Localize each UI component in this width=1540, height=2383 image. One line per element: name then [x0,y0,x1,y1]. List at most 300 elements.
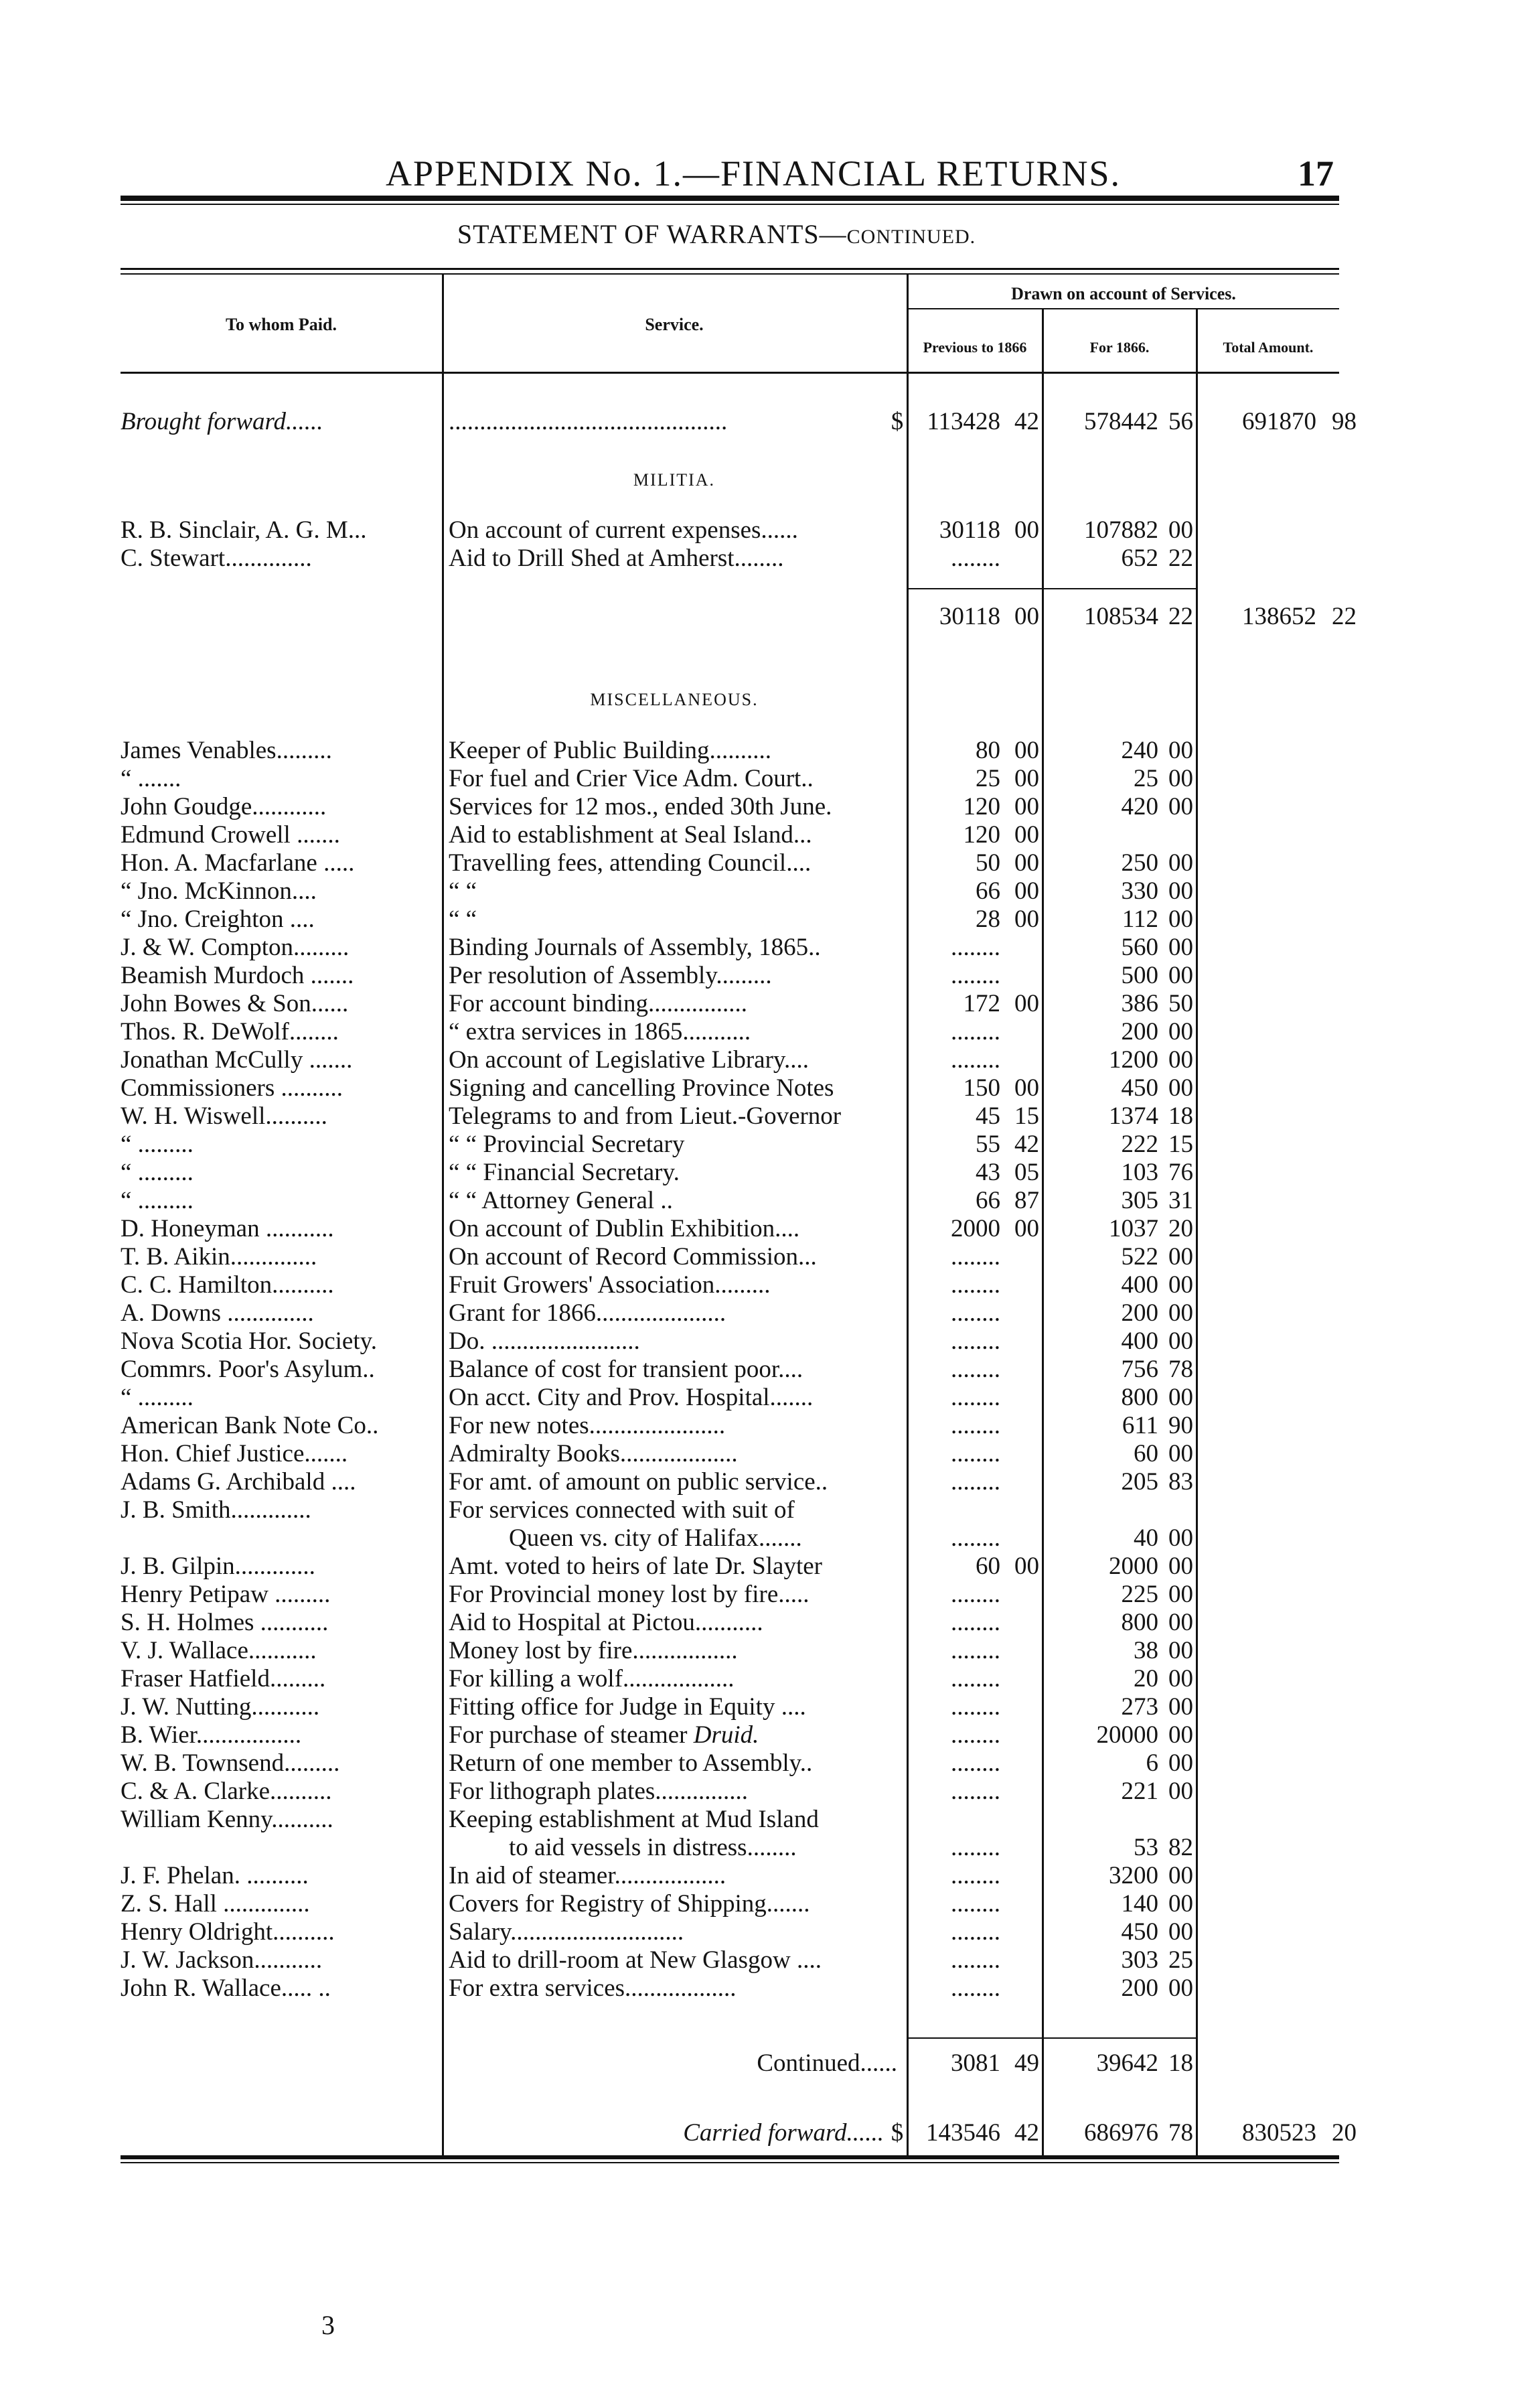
for-dollars: 386 [1121,990,1158,1017]
carried-forward-row [0,2119,1540,2147]
for-dollars: 108534 [1084,603,1158,630]
payee: James Venables......... [121,737,332,764]
service-text: Fitting office for Judge in Equity .... [449,1693,806,1721]
prev-dollars: ........ [951,1609,1000,1636]
for-dollars: 450 [1121,1918,1158,1946]
payee: Henry Petipaw ......... [121,1581,331,1608]
misc-row [0,877,1540,906]
prev-dollars: ........ [951,1243,1000,1271]
service [449,1271,901,1299]
service [449,1609,901,1637]
prev-cents: 00 [1014,1215,1039,1242]
brought-forward-label: Brought forward...... [121,408,323,435]
prev-dollars: ........ [951,1721,1000,1749]
footer-rule [121,2155,1339,2159]
for-cents: 00 [1168,516,1193,544]
for-dollars: 250 [1121,849,1158,877]
prev-cents: 49 [1014,2049,1039,2077]
for-dollars: 756 [1121,1356,1158,1383]
for-cents: 00 [1168,1524,1193,1552]
payee: A. Downs .............. [121,1299,314,1327]
payee: Jonathan McCully ....... [121,1046,353,1074]
prev-dollars: ........ [951,1018,1000,1045]
header-rule [121,196,1339,201]
service [449,1102,901,1131]
payee: J. B. Gilpin............. [121,1552,315,1580]
service [449,906,901,934]
subtitle-main: STATEMENT OF WARRANTS— [457,219,847,249]
for-cents: 00 [1168,765,1193,792]
service [449,1890,901,1918]
prev-cents: 00 [1014,1552,1039,1580]
service-text: For extra services.................. [449,1974,737,2002]
column-header-rule [121,372,1339,374]
for-dollars: 3200 [1109,1862,1158,1889]
payee: “ Jno. McKinnon.... [121,877,317,905]
service-text: Keeper of Public Building.......... [449,737,771,764]
payee: V. J. Wallace........... [121,1637,317,1664]
prev-cents: 05 [1014,1159,1039,1186]
militia-row [0,545,1540,573]
for-cents: 00 [1168,1552,1193,1580]
service [449,877,901,906]
for-cents: 00 [1168,1271,1193,1299]
service-text: For amt. of amount on public service.. [449,1468,828,1496]
prev-cents: 00 [1014,793,1039,820]
service [449,821,901,849]
misc-row [0,1581,1540,1609]
prev-dollars: ........ [951,1834,1000,1861]
payee: J. W. Jackson........... [121,1946,323,1974]
footer-rule-thin [121,2162,1339,2163]
for-dollars: 39642 [1096,2049,1158,2077]
payee: Commrs. Poor's Asylum.. [121,1356,375,1383]
service [449,1018,901,1046]
misc-row [0,1159,1540,1187]
misc-row [0,1552,1540,1581]
misc-row [0,1187,1540,1215]
misc-row [0,1693,1540,1721]
service [449,1693,901,1721]
service [449,1440,901,1468]
for-dollars: 225 [1121,1581,1158,1608]
service-text: For fuel and Crier Vice Adm. Court.. [449,765,814,792]
service [449,1327,901,1356]
prev-dollars: ........ [951,1299,1000,1327]
service [449,1356,901,1384]
subtitle-continued: CONTINUED. [846,226,976,248]
for-dollars: 53 [1134,1834,1158,1861]
prev-dollars: ........ [951,1468,1000,1496]
payee: W. B. Townsend......... [121,1749,340,1777]
misc-row [0,1074,1540,1102]
service [449,1946,901,1974]
for-cents: 15 [1168,1131,1193,1158]
payee: D. Honeyman ........... [121,1215,334,1242]
service-text: “ extra services in 1865........... [449,1018,751,1045]
service-text: For killing a wolf.................. [449,1665,735,1692]
payee: Fraser Hatfield......... [121,1665,326,1692]
prev-dollars: 66 [976,877,1000,905]
prev-dollars: ........ [951,1412,1000,1439]
prev-dollars: 55 [976,1131,1000,1158]
service [449,1778,901,1806]
misc-row [0,765,1540,793]
continued-row [0,2049,1540,2078]
misc-row [0,1327,1540,1356]
for-dollars: 60 [1134,1440,1158,1467]
for-cents: 00 [1168,1609,1193,1636]
for-cents: 00 [1168,1637,1193,1664]
service-text: Admiralty Books................... [449,1440,738,1467]
service [449,1749,901,1778]
service-text: Travelling fees, attending Council.... [449,849,812,877]
misc-row [0,1890,1540,1918]
service [449,962,901,990]
header-rule-thin [121,204,1339,205]
prev-dollars: 43 [976,1159,1000,1186]
payee: Hon. Chief Justice....... [121,1440,348,1467]
signature-mark: 3 [321,2310,335,2340]
col-head-total: Total Amount. [1223,339,1314,356]
payee: J. & W. Compton......... [121,934,350,961]
service [449,793,901,821]
service-text: Services for 12 mos., ended 30th June. [449,793,832,820]
brought-forward-row [0,408,1540,436]
misc-row [0,1665,1540,1693]
service-text: On account of current expenses...... [449,516,798,544]
prev-cents: 42 [1014,408,1039,435]
payee: John Bowes & Son...... [121,990,349,1017]
col-head-drawn: Drawn on account of Services. [1011,284,1236,303]
payee: Beamish Murdoch ....... [121,962,354,989]
service-text: Return of one member to Assembly.. [449,1749,813,1777]
payee: “ Jno. Creighton .... [121,906,315,933]
for-cents: 00 [1168,934,1193,961]
service [449,737,901,765]
for-cents: 00 [1168,1890,1193,1918]
misc-row [0,1778,1540,1806]
for-cents: 00 [1168,1299,1193,1327]
prev-dollars: ........ [951,1890,1000,1918]
col-head-previous: Previous to 1866 [923,339,1027,356]
misc-row [0,906,1540,934]
service [449,1862,901,1890]
payee: Thos. R. DeWolf........ [121,1018,339,1045]
for-dollars: 303 [1121,1946,1158,1974]
for-dollars: 611 [1122,1412,1158,1439]
service [449,1074,901,1102]
prev-cents: 00 [1014,516,1039,544]
for-cents: 00 [1168,877,1193,905]
service [449,1299,901,1327]
service [449,1468,901,1496]
prev-dollars: 120 [963,793,1000,820]
service-text: Grant for 1866..................... [449,1299,726,1327]
militia-subtotal-row [0,603,1540,631]
for-dollars: 522 [1121,1243,1158,1271]
service [449,765,901,793]
service-text: Aid to Hospital at Pictou........... [449,1609,763,1636]
for-dollars: 103 [1121,1159,1158,1186]
service-text: For Provincial money lost by fire..... [449,1581,810,1608]
payee: “ ......... [121,1187,194,1214]
misc-row [0,1468,1540,1496]
prev-dollars: 80 [976,737,1000,764]
misc-row [0,1131,1540,1159]
for-cents: 00 [1168,1046,1193,1074]
misc-row [0,1974,1540,2003]
prev-dollars: 120 [963,821,1000,849]
total-dollars: 138652 [1242,603,1316,630]
prev-dollars: ........ [951,1440,1000,1467]
for-dollars: 2000 [1109,1552,1158,1580]
misc-row [0,793,1540,821]
misc-row [0,1749,1540,1778]
service [449,1159,901,1187]
for-cents: 00 [1168,1974,1193,2002]
prev-cents: 87 [1014,1187,1039,1214]
prev-dollars: ........ [951,962,1000,989]
for-cents: 00 [1168,1074,1193,1102]
for-cents: 00 [1168,1384,1193,1411]
col-head-to-whom: To whom Paid. [226,315,337,334]
prev-dollars: 150 [963,1074,1000,1102]
for-dollars: 200 [1121,1974,1158,2002]
for-dollars: 20 [1134,1665,1158,1692]
misc-row [0,821,1540,849]
misc-row [0,1524,1540,1552]
for-dollars: 200 [1121,1018,1158,1045]
prev-cents: 00 [1014,765,1039,792]
for-cents: 00 [1168,737,1193,764]
for-dollars: 1037 [1109,1215,1158,1242]
service-text: For purchase of steamer [449,1721,694,1749]
prev-dollars: ........ [951,1778,1000,1805]
misc-row [0,1243,1540,1271]
for-cents: 00 [1168,1440,1193,1467]
misc-row [0,1721,1540,1749]
for-cents: 90 [1168,1412,1193,1439]
prev-dollars: 30118 [939,603,1000,630]
service-text: Money lost by fire................. [449,1637,738,1664]
for-dollars: 652 [1121,545,1158,572]
prev-dollars: ........ [951,1974,1000,2002]
service [449,934,901,962]
misc-row [0,1918,1540,1946]
for-cents: 00 [1168,1693,1193,1721]
service-text: “ “ [449,906,477,933]
table-top-rule-thin [121,273,1339,275]
service-text: Signing and cancelling Province Notes [449,1074,834,1102]
payee: William Kenny.......... [121,1806,333,1833]
for-dollars: 221 [1121,1778,1158,1805]
statement-subtitle [348,218,1085,250]
for-dollars: 800 [1121,1609,1158,1636]
prev-dollars: 30118 [939,516,1000,544]
payee: Henry Oldright.......... [121,1918,335,1946]
misc-row [0,1384,1540,1412]
prev-dollars: ........ [951,1693,1000,1721]
payee: B. Wier................. [121,1721,302,1749]
service-text: “ “ Attorney General .. [449,1187,673,1214]
misc-row [0,1862,1540,1890]
currency-sign: $ [891,2119,904,2147]
service-text: On account of Legislative Library.... [449,1046,810,1074]
service [449,1046,901,1074]
prev-cents: 42 [1014,2119,1039,2147]
service-text: For new notes...................... [449,1412,726,1439]
total-cents: 98 [1332,408,1357,435]
payee: J. W. Nutting........... [121,1693,320,1721]
payee: John R. Wallace..... .. [121,1974,331,2002]
service [449,1974,901,2003]
for-cents: 00 [1168,1018,1193,1045]
carried-forward-label: Carried forward...... [683,2119,884,2147]
misc-row [0,1271,1540,1299]
misc-row [0,1806,1540,1834]
for-dollars: 686976 [1084,2119,1158,2147]
prev-dollars: ........ [951,1327,1000,1355]
service-text: Aid to establishment at Seal Island... [449,821,812,849]
for-dollars: 400 [1121,1327,1158,1355]
continued-rule [908,2037,1196,2039]
for-dollars: 1374 [1109,1102,1158,1130]
for-dollars: 200 [1121,1299,1158,1327]
for-cents: 82 [1168,1834,1193,1861]
for-cents: 00 [1168,1665,1193,1692]
continued-label: Continued...... [757,2049,897,2077]
for-cents: 78 [1168,1356,1193,1383]
for-dollars: 38 [1134,1637,1158,1664]
drawn-header-rule [908,308,1339,309]
prev-cents: 00 [1014,849,1039,877]
prev-cents: 00 [1014,877,1039,905]
service [449,1131,901,1159]
payee: C. Stewart.............. [121,545,312,572]
for-cents: 00 [1168,1749,1193,1777]
prev-dollars: ........ [951,1581,1000,1608]
service-text: On acct. City and Prov. Hospital....... [449,1384,814,1411]
service [449,1384,901,1412]
service-text: Telegrams to and from Lieut.-Governor [449,1102,842,1130]
page-title: APPENDIX No. 1.—FINANCIAL RETURNS. [385,153,1122,194]
service-text: For lithograph plates............... [449,1778,749,1805]
payee: John Goudge............ [121,793,327,820]
misc-row [0,1496,1540,1524]
service-italic-text: Druid. [693,1721,759,1749]
section-heading-miscellaneous: MISCELLANEOUS. [590,690,759,709]
for-dollars: 240 [1121,737,1158,764]
for-cents: 56 [1168,408,1193,435]
misc-row [0,1440,1540,1468]
for-dollars: 107882 [1084,516,1158,544]
misc-row [0,1412,1540,1440]
payee: S. H. Holmes ........... [121,1609,329,1636]
misc-row [0,849,1540,877]
payee: “ ......... [121,1131,194,1158]
service-text: Aid to Drill Shed at Amherst........ [449,545,784,572]
prev-dollars: 28 [976,906,1000,933]
payee: Hon. A. Macfarlane ..... [121,849,355,877]
service [449,990,901,1018]
service-text: “ “ Provincial Secretary [449,1131,685,1158]
service [449,545,901,573]
prev-cents: 00 [1014,603,1039,630]
prev-cents: 00 [1014,1074,1039,1102]
col-head-for-year: For 1866. [1089,339,1150,356]
for-cents: 22 [1168,603,1193,630]
misc-row [0,1609,1540,1637]
prev-dollars: ........ [951,1862,1000,1889]
for-dollars: 40 [1134,1524,1158,1552]
misc-row [0,1946,1540,1974]
prev-dollars: ........ [951,1749,1000,1777]
for-cents: 00 [1168,1918,1193,1946]
service [449,1412,901,1440]
total-dollars: 691870 [1242,408,1316,435]
service-text: On account of Record Commission... [449,1243,817,1271]
payee: “ ......... [121,1384,194,1411]
prev-cents: 00 [1014,821,1039,849]
service-text: to aid vessels in distress........ [509,1834,797,1861]
service-text: Queen vs. city of Halifax....... [509,1524,802,1552]
for-dollars: 560 [1121,934,1158,961]
currency-sign: $ [891,408,904,435]
prev-dollars: 3081 [951,2049,1000,2077]
col-head-service: Service. [645,315,704,334]
service [449,1637,901,1665]
for-cents: 00 [1168,1327,1193,1355]
for-dollars: 500 [1121,962,1158,989]
service-text: For account binding................ [449,990,748,1017]
for-dollars: 400 [1121,1271,1158,1299]
for-cents: 00 [1168,1243,1193,1271]
payee: “ ....... [121,765,181,792]
for-cents: 00 [1168,906,1193,933]
for-cents: 00 [1168,793,1193,820]
prev-cents: 00 [1014,906,1039,933]
for-dollars: 273 [1121,1693,1158,1721]
service [449,1552,901,1581]
payee: Edmund Crowell ....... [121,821,340,849]
militia-row [0,516,1540,545]
prev-dollars: ........ [951,545,1000,572]
for-cents: 20 [1168,1215,1193,1242]
payee: W. H. Wiswell.......... [121,1102,327,1130]
for-cents: 18 [1168,2049,1193,2077]
for-cents: 00 [1168,1581,1193,1608]
service-text: In aid of steamer.................. [449,1862,726,1889]
payee: Nova Scotia Hor. Society. [121,1327,377,1355]
payee: J. F. Phelan. .......... [121,1862,309,1889]
for-dollars: 112 [1122,906,1158,933]
table-top-rule [121,268,1339,270]
service [449,516,901,545]
service-text: Per resolution of Assembly......... [449,962,772,989]
service [449,1665,901,1693]
for-cents: 00 [1168,1862,1193,1889]
service-text: Binding Journals of Assembly, 1865.. [449,934,821,961]
prev-dollars: 50 [976,849,1000,877]
prev-dollars: 66 [976,1187,1000,1214]
brought-forward-leader: ............................................. [449,408,728,435]
prev-dollars: ........ [951,1046,1000,1074]
prev-dollars: ........ [951,934,1000,961]
prev-cents: 42 [1014,1131,1039,1158]
for-cents: 00 [1168,962,1193,989]
for-dollars: 1200 [1109,1046,1158,1074]
